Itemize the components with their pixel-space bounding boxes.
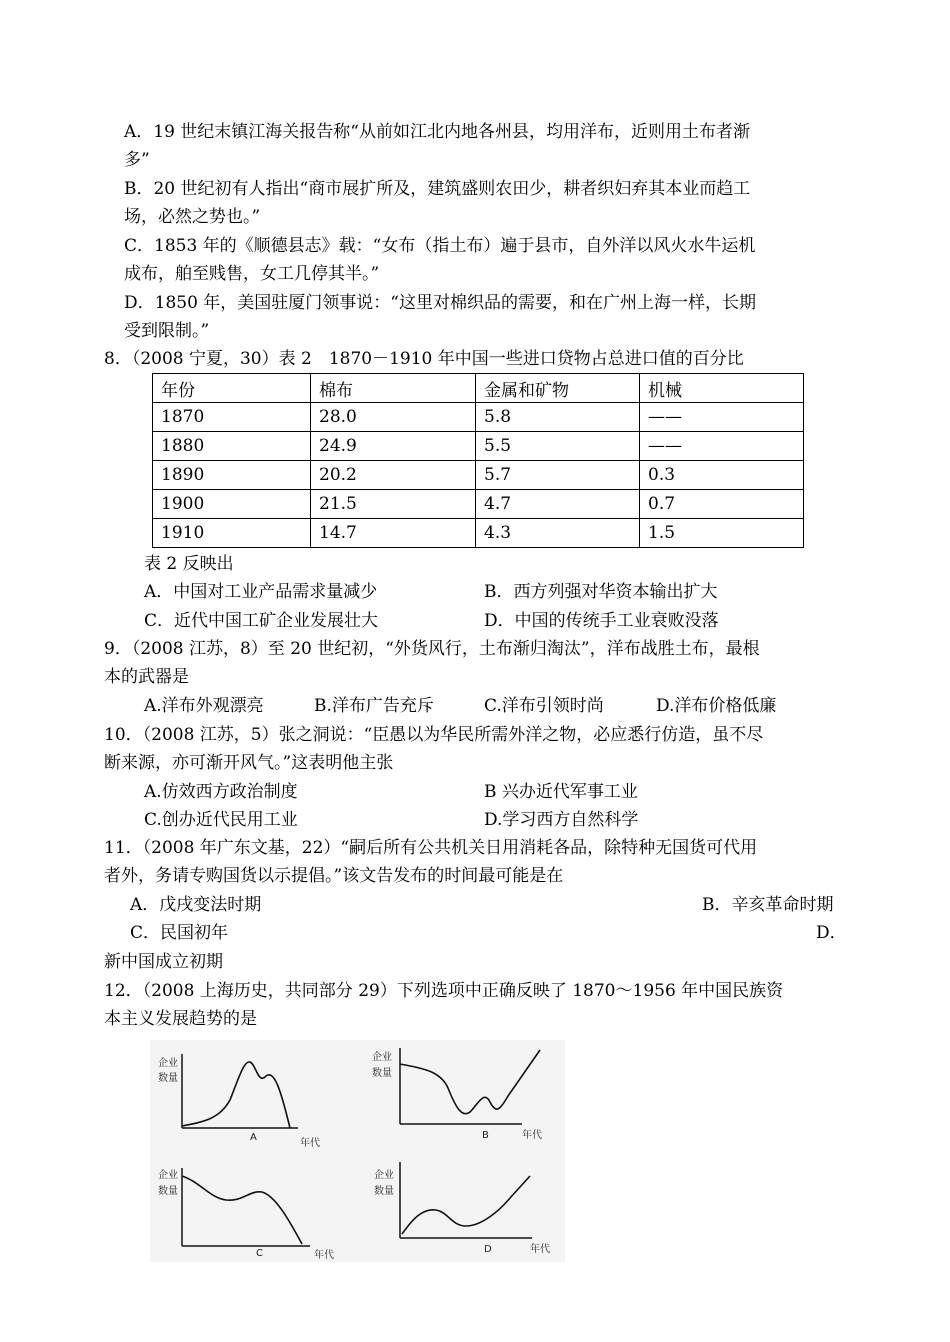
q11-option-d-head: D． [816, 923, 847, 943]
q7-option-c-line1: C．1853 年的《顺德县志》载：“女布（指土布）遍于县市，自外洋以风火水牛运机 [124, 236, 756, 256]
table-row [153, 461, 804, 490]
table-cell: 5.7 [476, 461, 640, 490]
q7-option-a-line2: 多” [124, 150, 150, 170]
graph-panel-d [374, 1162, 550, 1255]
q7-option-a-line1: A．19 世纪末镇江海关报告称“从前如江北内地各州县，均用洋布，近则用土布者渐 [124, 122, 751, 142]
table-cell: 4.7 [476, 490, 640, 519]
table-cell: 1890 [153, 461, 311, 490]
table-header-row [153, 374, 804, 403]
q8-option-a: A．中国对工业产品需求量减少 [144, 582, 378, 602]
graph-b-xlabel: 年代 [522, 1130, 542, 1141]
table-cell: 0.3 [640, 461, 804, 490]
q7-option-d-line2: 受到限制。” [124, 321, 210, 341]
table-cell: —— [640, 403, 804, 432]
table-header-cell: 机械 [640, 374, 804, 403]
table-cell: 24.9 [311, 432, 476, 461]
graph-d-ylabel-2: 数量 [374, 1186, 394, 1197]
q9-option-d: D.洋布价格低廉 [656, 696, 777, 716]
q10-stem-line2: 断来源，亦可渐开风气。”这表明他主张 [104, 753, 394, 773]
table-cell: 1870 [153, 403, 311, 432]
graph-c-ylabel-2: 数量 [158, 1186, 178, 1197]
q7-option-b-line2: 场，必然之势也。” [124, 207, 261, 227]
q8-option-b: B．西方列强对华资本输出扩大 [484, 582, 718, 602]
q10-option-d: D.学习西方自然科学 [484, 810, 639, 830]
q9-option-c: C.洋布引领时尚 [484, 696, 604, 716]
table-cell: 5.5 [476, 432, 640, 461]
graph-a-ylabel-2: 数量 [158, 1073, 178, 1084]
graph-d-xlabel: 年代 [530, 1244, 550, 1255]
q11-option-c: C．民国初年 [130, 923, 229, 943]
q8-lead: 表 2 反映出 [144, 554, 234, 574]
q7-option-b-line1: B．20 世纪初有人指出“商市展扩所及，建筑盛则农田少，耕者织妇弃其本业而趋工 [124, 179, 751, 199]
q7-option-d-line1: D．1850 年，美国驻厦门领事说：“这里对棉织品的需要，和在广州上海一样，长期 [124, 293, 756, 313]
table-cell: 20.2 [311, 461, 476, 490]
table-cell: 28.0 [311, 403, 476, 432]
q10-option-a: A.仿效西方政治制度 [144, 782, 298, 802]
graph-c-curve [182, 1176, 302, 1244]
graph-d-panel-label: D [484, 1244, 492, 1255]
table-row [153, 490, 804, 519]
table-cell: 1880 [153, 432, 311, 461]
table-cell: 0.7 [640, 490, 804, 519]
graph-b-curve [400, 1050, 540, 1114]
q12-stem-line1: 12．（2008 上海历史，共同部分 29）下列选项中正确反映了 1870～1956 年中国民族资 [104, 981, 784, 1001]
import-table [152, 373, 804, 548]
table-cell: 5.8 [476, 403, 640, 432]
table-cell: 21.5 [311, 490, 476, 519]
table-header-cell: 年份 [153, 374, 311, 403]
trend-graphs-svg [150, 1040, 565, 1262]
q8-option-c: C．近代中国工矿企业发展壮大 [144, 611, 379, 631]
table-row [153, 432, 804, 461]
graph-d-curve [402, 1176, 530, 1234]
table-header-cell: 金属和矿物 [476, 374, 640, 403]
table-cell: 4.3 [476, 519, 640, 548]
graph-c-ylabel-1: 企业 [158, 1170, 178, 1181]
graph-a-panel-label: A [250, 1132, 257, 1143]
graph-panel-a [158, 1054, 320, 1149]
q11-stem-line2: 者外，务请专购国货以示提倡。”该文告发布的时间最可能是在 [104, 866, 564, 886]
q11-stem-line1: 11．（2008 年广东文基，22）“嗣后所有公共机关日用消耗各品，除特种无国货可代用 [104, 838, 758, 858]
q8-option-d: D．中国的传统手工业衰败没落 [484, 611, 719, 631]
table-cell: 14.7 [311, 519, 476, 548]
graph-b-ylabel-1: 企业 [372, 1052, 392, 1063]
graph-a-xlabel: 年代 [300, 1138, 320, 1149]
q9-stem-line2: 本的武器是 [104, 667, 189, 687]
q12-stem-line2: 本主义发展趋势的是 [104, 1009, 257, 1029]
q9-option-a: A.洋布外观漂亮 [144, 696, 264, 716]
graph-panel-b [372, 1048, 542, 1141]
q9-option-b: B.洋布广告充斥 [314, 696, 434, 716]
table-row [153, 403, 804, 432]
graph-b-ylabel-2: 数量 [372, 1068, 392, 1079]
q11-option-d-tail: 新中国成立初期 [104, 952, 223, 972]
graph-panel-c [158, 1168, 334, 1261]
q7-option-c-line2: 成布，舶至贱售，女工几停其半。” [124, 264, 380, 284]
graph-a-ylabel-1: 企业 [158, 1058, 178, 1069]
table-cell: 1900 [153, 490, 311, 519]
graph-d-ylabel-1: 企业 [374, 1170, 394, 1181]
table-header-cell: 棉布 [311, 374, 476, 403]
q9-stem-line1: 9．（2008 江苏，8）至 20 世纪初，“外货风行，土布渐归淘汰”，洋布战胜土布，最根 [104, 639, 760, 659]
q11-option-a: A．戊戌变法时期 [130, 895, 262, 915]
graph-c-panel-label: C [256, 1248, 263, 1259]
table-row [153, 519, 804, 548]
q10-stem-line1: 10．（2008 江苏，5）张之洞说：“臣愚以为华民所需外洋之物，必应悉行仿造，虽不尽 [104, 725, 764, 745]
table-cell: —— [640, 432, 804, 461]
graph-c-xlabel: 年代 [314, 1250, 334, 1261]
q8-stem: 8．（2008 宁夏，30）表 2 1870－1910 年中国一些进口贷物占总进口值的百分比 [104, 349, 744, 369]
q10-option-b: B 兴办近代军事工业 [484, 782, 638, 802]
graph-b-panel-label: B [482, 1130, 489, 1141]
q10-option-c: C.创办近代民用工业 [144, 810, 298, 830]
q11-option-b: B．辛亥革命时期 [702, 895, 834, 915]
trend-graphs-figure [150, 1040, 565, 1262]
table-cell: 1910 [153, 519, 311, 548]
graph-a-curve [182, 1062, 290, 1128]
table-cell: 1.5 [640, 519, 804, 548]
